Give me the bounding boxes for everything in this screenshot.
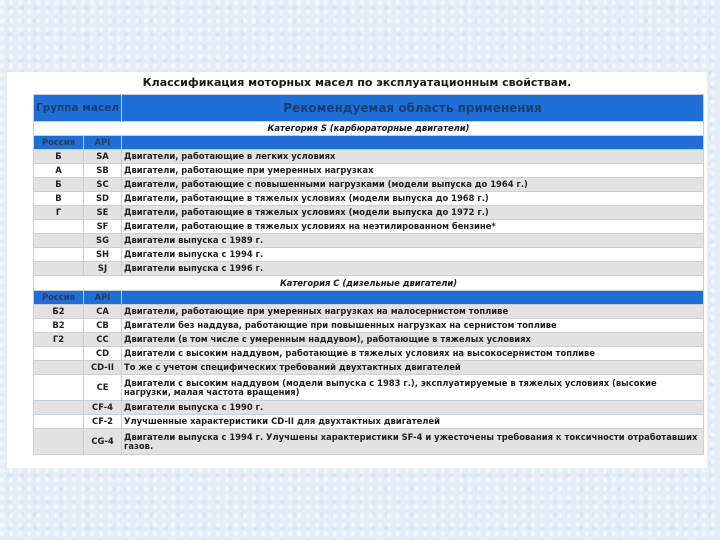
description: Двигатели, работающие в тяжелых условиях (модели выпуска до 1968 г.) — [122, 192, 704, 206]
russia-code — [34, 401, 84, 415]
table-row — [34, 192, 704, 206]
category-s-label: Категория S (карбюраторные двигатели) — [34, 122, 704, 136]
category-s-row — [34, 122, 704, 136]
api-code: SJ — [84, 262, 122, 276]
description: Двигатели с высоким наддувом, работающие в тяжелых условиях на высокосернистом топливе — [122, 347, 704, 361]
russia-code: Г — [34, 206, 84, 220]
description: Двигатели выпуска с 1989 г. — [122, 234, 704, 248]
table-row — [34, 150, 704, 164]
api-code: CC — [84, 333, 122, 347]
header-group: Группа масел — [34, 95, 122, 122]
description: Двигатели выпуска с 1990 г. — [122, 401, 704, 415]
table-row — [34, 248, 704, 262]
subheader-blank — [122, 136, 704, 150]
description: То же с учетом специфических требований двухтактных двигателей — [122, 361, 704, 375]
russia-code: А — [34, 164, 84, 178]
api-code: SF — [84, 220, 122, 234]
subheader-row-s — [34, 136, 704, 150]
api-code: SE — [84, 206, 122, 220]
category-c-row — [34, 276, 704, 291]
description: Двигатели, работающие при умеренных нагрузках — [122, 164, 704, 178]
table-row — [34, 415, 704, 429]
api-code: CF-2 — [84, 415, 122, 429]
russia-code — [34, 415, 84, 429]
subheader-row-c — [34, 291, 704, 305]
table-row — [34, 206, 704, 220]
subheader-russia: Россия — [34, 136, 84, 150]
table-row — [34, 401, 704, 415]
description: Двигатели выпуска с 1994 г. Улучшены характеристики SF-4 и ужесточены требования к токсичности отработавших газов. — [122, 429, 704, 455]
russia-code — [34, 262, 84, 276]
russia-code: Б2 — [34, 305, 84, 319]
russia-code — [34, 429, 84, 455]
description: Двигатели (в том числе с умеренным наддувом), работающие в тяжелых условиях — [122, 333, 704, 347]
russia-code — [34, 248, 84, 262]
description: Двигатели, работающие с повышенными нагрузками (модели выпуска до 1964 г.) — [122, 178, 704, 192]
table-row — [34, 429, 704, 455]
api-code: SG — [84, 234, 122, 248]
api-code: SA — [84, 150, 122, 164]
api-code: CA — [84, 305, 122, 319]
russia-code: Б — [34, 150, 84, 164]
api-code: SH — [84, 248, 122, 262]
table-header-row — [34, 95, 704, 122]
slide-card — [7, 72, 707, 468]
subheader-api: API — [84, 136, 122, 150]
api-code: SB — [84, 164, 122, 178]
russia-code: Б — [34, 178, 84, 192]
table-row — [34, 347, 704, 361]
russia-code — [34, 234, 84, 248]
description: Улучшенные характеристики CD-II для двухтактных двигателей — [122, 415, 704, 429]
description: Двигатели без наддува, работающие при повышенных нагрузках на сернистом топливе — [122, 319, 704, 333]
table-row — [34, 319, 704, 333]
description: Двигатели выпуска с 1994 г. — [122, 248, 704, 262]
api-code: CG-4 — [84, 429, 122, 455]
description: Двигатели, работающие при умеренных нагрузках на малосернистом топливе — [122, 305, 704, 319]
category-c-label: Категория C (дизельные двигатели) — [34, 276, 704, 291]
russia-code: В — [34, 192, 84, 206]
table-row — [34, 305, 704, 319]
table-row — [34, 234, 704, 248]
description: Двигатели, работающие в тяжелых условиях на неэтилированном бензине* — [122, 220, 704, 234]
description: Двигатели с высоким наддувом (модели выпуска с 1983 г.), эксплуатируемые в тяжелых условиях (высокие нагрузки, малая частота вращения) — [122, 375, 704, 401]
description: Двигатели, работающие в легких условиях — [122, 150, 704, 164]
subheader-russia: Россия — [34, 291, 84, 305]
description: Двигатели выпуска с 1996 г. — [122, 262, 704, 276]
table-row — [34, 375, 704, 401]
api-code: SC — [84, 178, 122, 192]
russia-code — [34, 375, 84, 401]
api-code: CF-4 — [84, 401, 122, 415]
description: Двигатели, работающие в тяжелых условиях (модели выпуска до 1972 г.) — [122, 206, 704, 220]
table-row — [34, 220, 704, 234]
api-code: SD — [84, 192, 122, 206]
api-code: CD — [84, 347, 122, 361]
table-row — [34, 178, 704, 192]
table-row — [34, 361, 704, 375]
table-row — [34, 333, 704, 347]
page-title: Классификация моторных масел по эксплуатационным свойствам. — [142, 76, 572, 89]
table-row — [34, 262, 704, 276]
russia-code — [34, 347, 84, 361]
table-row — [34, 164, 704, 178]
russia-code: В2 — [34, 319, 84, 333]
russia-code — [34, 361, 84, 375]
subheader-blank — [122, 291, 704, 305]
subheader-api: API — [84, 291, 122, 305]
russia-code — [34, 220, 84, 234]
api-code: CE — [84, 375, 122, 401]
header-area: Рекомендуемая область применения — [122, 95, 704, 122]
api-code: CB — [84, 319, 122, 333]
api-code: CD-II — [84, 361, 122, 375]
oil-classification-table — [33, 94, 704, 455]
russia-code: Г2 — [34, 333, 84, 347]
